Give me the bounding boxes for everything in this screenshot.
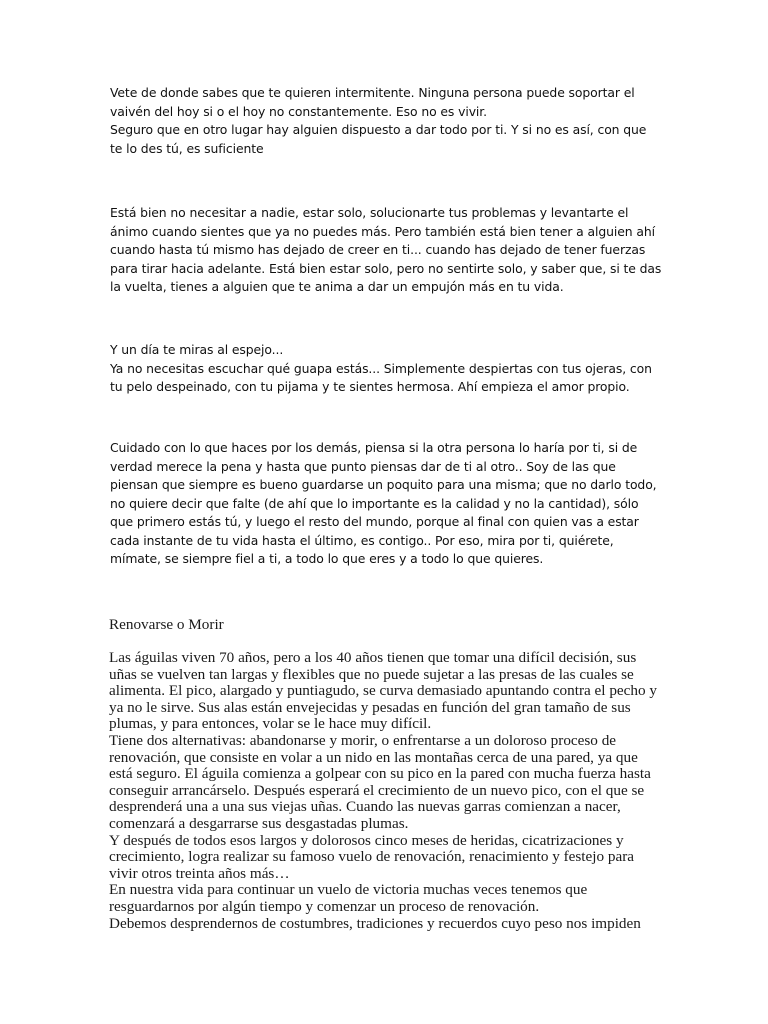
paragraph-block-4 [110,439,662,569]
paragraph-text: Seguro que en otro lugar hay alguien dispuesto a dar todo por ti. Y si no es así, con que te lo des tú, es suficiente [110,122,647,156]
paragraph-text: Y un día te miras al espejo... [110,342,284,357]
paragraph-text: Tiene dos alternativas: abandonarse y morir, o enfrentarse a un doloroso proceso de renovación, que consiste en volar a un nido en las montañas cerca de una pared, ya que está seguro. El águila comienza a golpear con su pico en la pared con mucha fuerza hasta conseguir arrancárselo. Después esperará el crecimiento de un nuevo pico, con el que se desprenderá una a una sus viejas uñas. Cuando las nuevas garras comienzan a nacer, comenzará a desgarrarse sus desgastadas plumas. [109,731,651,832]
paragraph-block-3 [110,341,662,397]
paragraph-text: Ya no necesitas escuchar qué guapa estás... Simplemente despiertas con tus ojeras, con tu pelo despeinado, con tu pijama y te sientes hermosa. Ahí empieza el amor propio. [110,360,652,394]
paragraph-text: Y después de todos esos largos y dolorosos cinco meses de heridas, cicatrizaciones y crecimiento, logra realizar su famoso vuelo de renovación, renacimiento y festejo para vivir otros treinta años más… [109,831,635,882]
section-title: Renovarse o Morir [109,616,224,633]
paragraph-text: Vete de donde sabes que te quieren intermitente. Ninguna persona puede soportar el vaivén del hoy si o el hoy no constantemente. Eso no es vivir. [110,85,635,119]
paragraph-text: En nuestra vida para continuar un vuelo de victoria muchas veces tenemos que resguardarnos por algún tiempo y comenzar un proceso de renovación. [109,881,588,915]
paragraph-text: Debemos desprendernos de costumbres, tradiciones y recuerdos cuyo peso nos impiden [109,914,641,932]
paragraph-block-5 [109,650,665,932]
paragraph-text: Las águilas viven 70 años, pero a los 40 años tienen que tomar una difícil decisión, sus uñas se vuelven tan largas y flexibles que no puede sujetar a las presas de las cuales se alimenta. El pico, alargado y puntiagudo, se curva demasiado apuntando contra el pecho y ya no le sirve. Sus alas están envejecidas y pesadas en función del gran tamaño de sus plumas, y para entonces, volar se le hace muy difícil. [109,649,657,733]
paragraph-block-2 [110,204,662,297]
paragraph-text: Está bien no necesitar a nadie, estar solo, solucionarte tus problemas y levantarte el ánimo cuando sientes que ya no puedes más. Pero también está bien tener a alguien ahí cuando hasta tú mismo has dejado de creer en ti... cuando has dejado de tener fuerzas para tirar hacia adelante. Está bien estar solo, pero no sentirte solo, y saber que, si te das la vuelta, tienes a alguien que te anima a dar un empujón más en tu vida. [110,205,662,294]
paragraph-block-1 [110,84,662,158]
paragraph-text: Cuidado con lo que haces por los demás, piensa si la otra persona lo haría por ti, si de verdad merece la pena y hasta que punto piensas dar de ti al otro.. Soy de las que piensan que siempre es bueno guardarse un poquito para una misma; que no darlo todo, no quiere decir que falte (de ahí que lo importante es la calidad y no la cantidad), sólo que primero estás tú, y luego el resto del mundo, porque al final con quien vas a estar cada instante de tu vida hasta el último, es contigo.. Por eso, mira por ti, quiérete, mímate, se siempre fiel a ti, a todo lo que eres y a todo lo que quieres. [110,440,657,566]
